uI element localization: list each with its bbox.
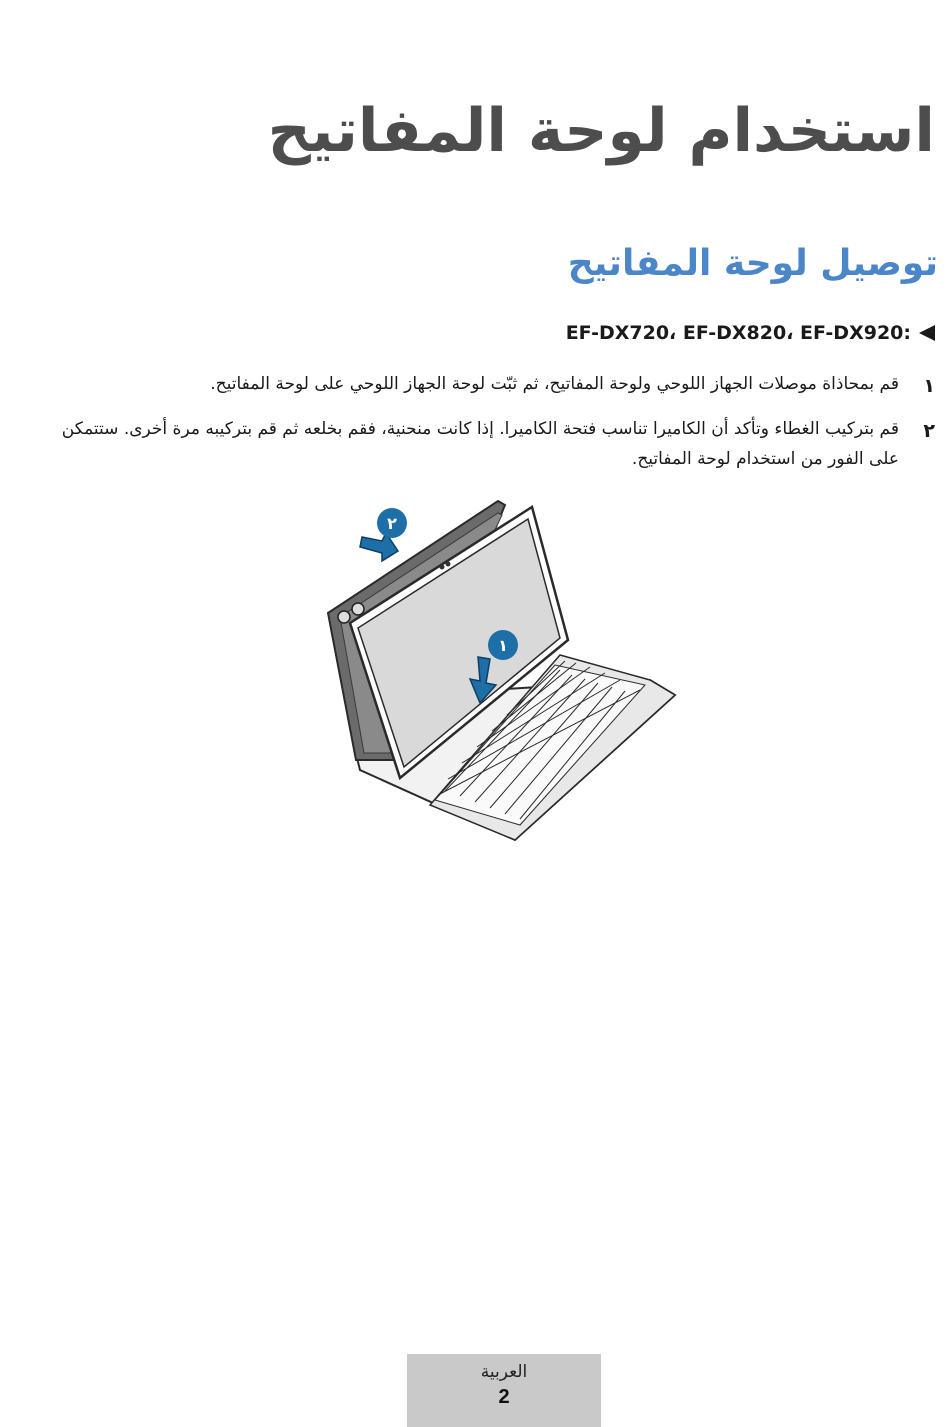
tablet-keyboard-illustration <box>320 495 690 850</box>
step-text: قم بمحاذاة موصلات الجهاز اللوحي ولوحة المفاتيح، ثم ثبّت لوحة الجهاز اللوحي على لوحة المفاتيح. <box>210 374 899 394</box>
page-footer <box>407 1354 601 1427</box>
steps-list <box>40 370 935 487</box>
models-text: EF-DX720، EF-DX820، EF-DX920: <box>565 322 911 344</box>
section-title: توصيل لوحة المفاتيح <box>567 243 938 284</box>
badge-2 <box>377 508 407 538</box>
page-title: استخدام لوحة المفاتيح <box>267 96 935 166</box>
step-item <box>40 415 935 475</box>
step-text: قم بتركيب الغطاء وتأكد أن الكاميرا تناسب فتحة الكاميرا. إذا كانت منحنية، فقم بخلعه ثم قم بتركيبه مرة أخرى. ستتمكن على الفور من استخدام لوحة المفاتيح. <box>61 419 899 469</box>
badge-1-label: ١ <box>498 636 508 655</box>
page-number: 2 <box>498 1386 510 1408</box>
models-line <box>566 322 935 344</box>
step-item <box>40 370 935 403</box>
badge-1 <box>488 630 518 660</box>
footer-language: العربية <box>480 1362 528 1382</box>
step-number: ١ <box>923 375 935 397</box>
step-number: ٢ <box>923 420 935 443</box>
left-triangle-icon <box>919 325 935 341</box>
badge-2-label: ٢ <box>387 514 397 533</box>
